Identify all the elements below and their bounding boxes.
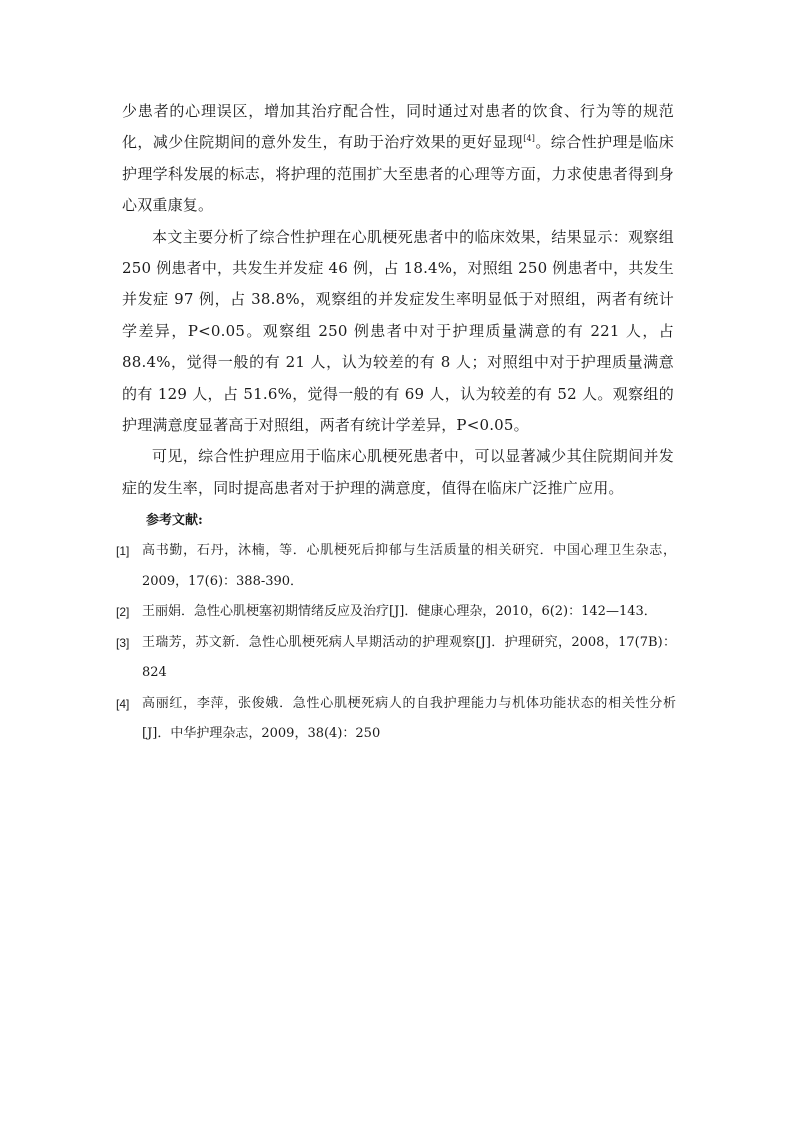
reference-text: 王瑞芳，苏文新．急性心肌梗死病人早期活动的护理观察[J]．护理研究，2008，17(7B)：824 <box>142 634 676 681</box>
reference-number: [2] <box>116 605 130 620</box>
reference-text: 王丽娟．急性心肌梗塞初期情绪反应及治疗[J]．健康心理杂，2010，6(2)：142—143． <box>142 604 657 620</box>
body-paragraph-3: 可见，综合性护理应用于临床心肌梗死患者中，可以显著减少其住院期间并发症的发生率，同时提高患者对于护理的满意度，值得在临床广泛推广应用。 <box>122 447 674 497</box>
reference-item <box>116 689 676 750</box>
reference-item <box>116 597 676 628</box>
reference-number: [4] <box>116 696 130 711</box>
reference-item <box>116 536 676 597</box>
paragraph-1-text-cont: 。综合性护理是临床护理学科发展的标志，将护理的范围扩大至患者的心理等方面，力求使患者得到身心双重康复。 <box>122 133 674 215</box>
reference-number: [3] <box>116 635 130 650</box>
reference-number: [1] <box>116 544 130 559</box>
paragraph-1-text: 少患者的心理误区，增加其治疗配合性，同时通过对患者的饮食、行为等的规范化，减少住院期间的意外发生，有助于治疗效果的更好显现 <box>122 102 674 152</box>
body-paragraph-1 <box>122 96 674 222</box>
body-paragraph-2: 本文主要分析了综合性护理在心肌梗死患者中的临床效果，结果显示：观察组 250 例患者中，共发生并发症 46 例，占 18.4%，对照组 250 例患者中，共发生并发症 97 例，占 38.8%，观察组的并发症发生率明显低于对照组，两者有统计学差异，P<0.05。观察组 250 例患者中对于护理质量满意的有 221 人，占 88.4%，觉得一般的有 21 人，认为较差的有 8 人；对照组中对于护理质量满意的有 129 人，占 51.6%，觉得一般的有 69 人，认为较差的有 52 人。观察组的护理满意度显著高于对照组，两者有统计学差异，P<0.05。 <box>122 227 674 435</box>
reference-text: 高丽红，李萍，张俊娥．急性心肌梗死病人的自我护理能力与机体功能状态的相关性分析[J]．中华护理杂志，2009，38(4)：250 <box>142 695 676 742</box>
reference-item <box>116 628 676 689</box>
references-list <box>116 536 676 750</box>
document-page <box>116 96 676 750</box>
reference-text: 高书勤，石丹，沐楠，等．心肌梗死后抑郁与生活质量的相关研究．中国心理卫生杂志，2009，17(6)：388-390． <box>142 543 676 589</box>
references-heading: 参考文献: <box>146 513 203 529</box>
citation-superscript: [4] <box>523 134 536 144</box>
